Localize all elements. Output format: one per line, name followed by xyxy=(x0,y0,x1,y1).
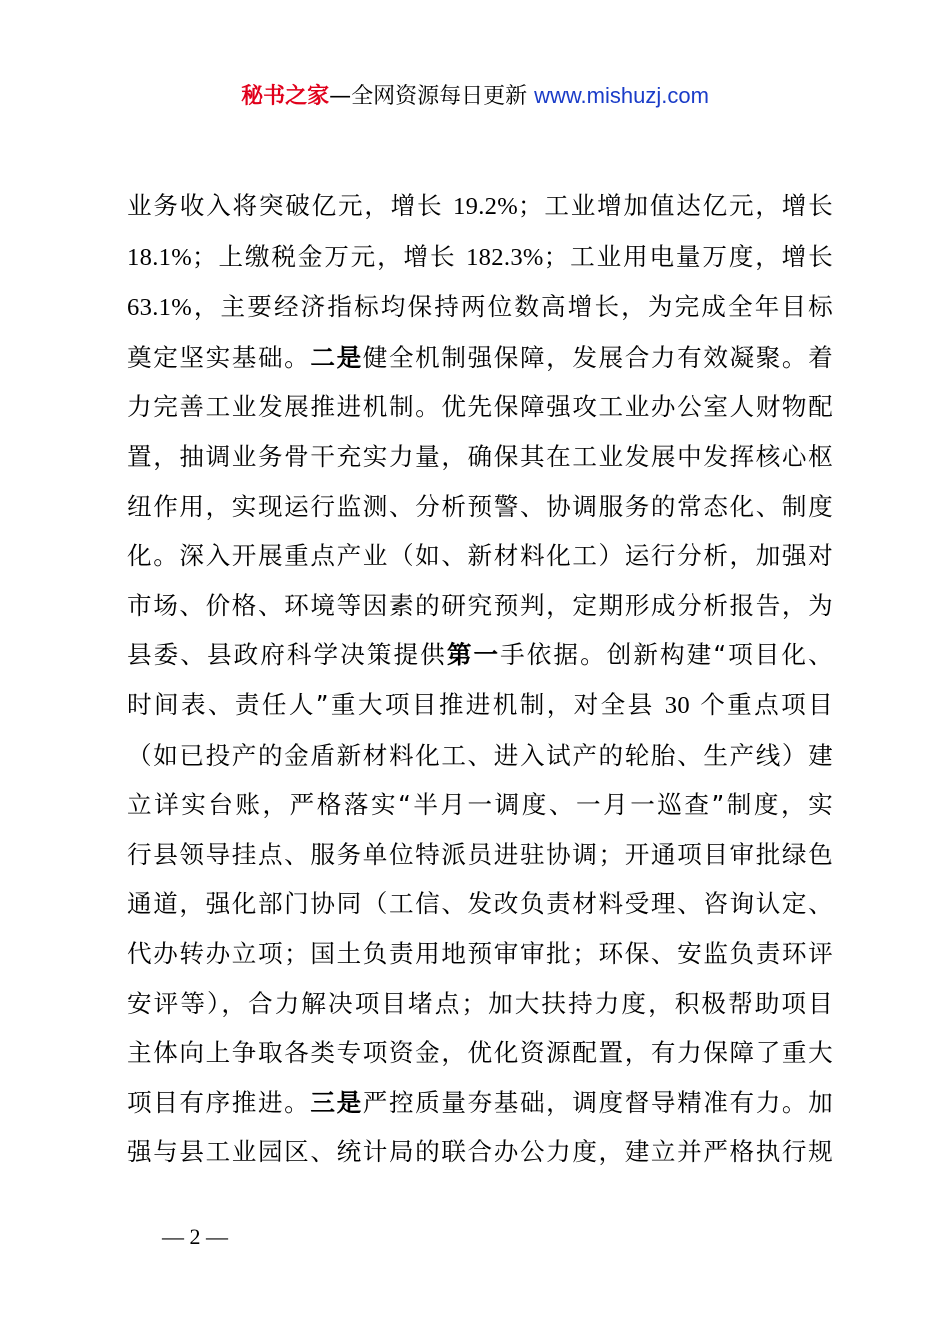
bold-keyword: 三是 xyxy=(310,1087,363,1117)
text-line xyxy=(127,680,833,731)
text-line xyxy=(127,929,833,979)
text-run: 市场、价格、环境等因素的研究预判，定期形成分析报告，为 xyxy=(127,590,833,620)
text-run: 通道，强化部门协同（工信、发改负责材料受理、咨询认定、 xyxy=(127,889,833,919)
text-line xyxy=(127,581,833,631)
text-run: 化。深入开展重点产业（如、新材料化工）运行分析，加强对 xyxy=(127,541,833,571)
number-text: 63.1% xyxy=(127,294,193,322)
number-text: 18.1% xyxy=(127,243,193,271)
text-run: 行县领导挂点、服务单位特派员进驻协调；开通项目审批绿色 xyxy=(127,839,833,869)
text-run: 主体向上争取各类专项资金，优化资源配置，有力保障了重大 xyxy=(127,1038,833,1068)
brand-name: 秘书之家 xyxy=(241,84,330,109)
page-header xyxy=(0,80,950,113)
text-run: 纽作用，实现运行监测、分析预警、协调服务的常态化、制度 xyxy=(127,491,833,521)
text-run: 安评等），合力解决项目堵点；加大扶持力度，积极帮助项目 xyxy=(127,988,833,1018)
text-line xyxy=(127,333,833,383)
text-run: ；工业增加值达亿元，增长 xyxy=(518,191,833,220)
text-run: （如已投产的金盾新材料化工、进入试产的轮胎、生产线）建 xyxy=(127,740,833,770)
number-text: 30 xyxy=(664,691,690,719)
text-run: 严控质量夯基础，调度督导精准有力。加 xyxy=(362,1087,833,1117)
text-run: 县委、县政府科学决策提供 xyxy=(127,640,447,670)
text-run: 力完善工业发展推进机制。优先保障强攻工业办公室人财物配 xyxy=(127,392,833,422)
text-run: 代办转办立项；国土负责用地预审审批；环保、安监负责环评 xyxy=(127,938,833,968)
text-run: 置，抽调业务骨干充实力量，确保其在工业发展中发挥核心枢 xyxy=(127,441,833,471)
text-line xyxy=(127,382,833,432)
text-run: 立详实台账，严格落实“半月一调度、一月一巡查”制度，实 xyxy=(127,790,833,820)
text-line xyxy=(127,432,833,482)
number-text: 19.2% xyxy=(453,193,519,220)
text-line xyxy=(127,780,833,830)
text-run: 业务收入将突破亿元，增长 xyxy=(127,191,454,220)
text-line xyxy=(127,531,833,581)
text-line xyxy=(127,630,833,680)
text-line xyxy=(127,979,833,1029)
text-line xyxy=(127,282,833,333)
text-line xyxy=(127,232,833,283)
header-slogan: —全网资源每日更新 xyxy=(329,84,535,109)
website-url[interactable]: www.mishuzj.com xyxy=(534,83,709,108)
page-number: — 2 — xyxy=(162,1224,228,1249)
text-run: ；工业用电量万度，增长 xyxy=(543,241,833,271)
bold-keyword: 二是 xyxy=(310,342,363,372)
text-line xyxy=(127,181,833,232)
text-run: 个重点项目 xyxy=(690,689,833,719)
text-run: 手依据。创新构建“项目化、 xyxy=(500,640,833,670)
text-line xyxy=(127,1127,833,1177)
text-run: 奠定坚实基础。 xyxy=(127,342,311,372)
text-line xyxy=(127,1078,833,1128)
number-text: 182.3% xyxy=(466,243,544,271)
text-run: 强与县工业园区、统计局的联合办公力度，建立并严格执行规 xyxy=(127,1137,833,1167)
bold-keyword: 第一 xyxy=(446,640,501,670)
text-run: 项目有序推进。 xyxy=(127,1087,311,1117)
text-run: 时间表、责任人”重大项目推进机制，对全县 xyxy=(127,689,665,719)
text-run: ；上缴税金万元，增长 xyxy=(192,241,467,271)
text-line xyxy=(127,482,833,532)
text-line xyxy=(127,879,833,929)
document-body xyxy=(127,181,833,1177)
text-line xyxy=(127,731,833,781)
text-line xyxy=(127,830,833,880)
text-run: 健全机制强保障，发展合力有效凝聚。着 xyxy=(362,342,833,372)
text-run: ，主要经济指标均保持两位数高增长，为完成全年目标 xyxy=(192,292,833,322)
text-line xyxy=(127,1028,833,1078)
